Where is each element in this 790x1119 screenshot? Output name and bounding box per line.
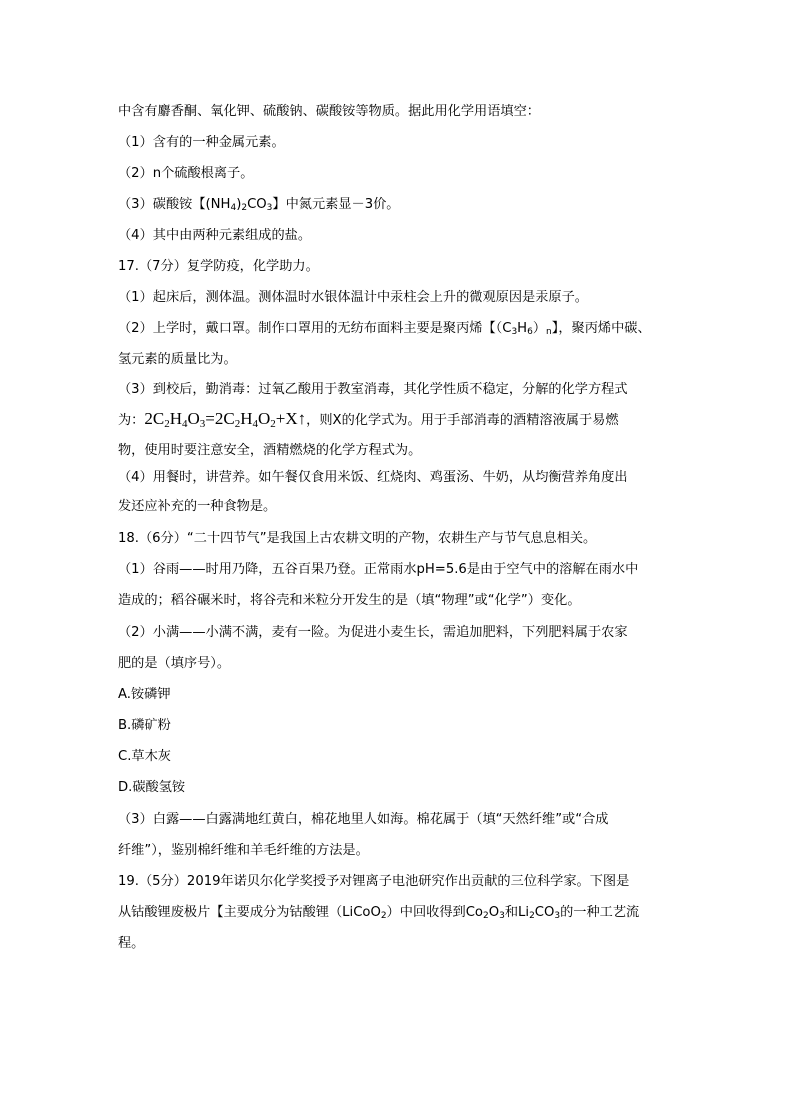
option-a: A.铵磷钾 [118,687,171,702]
text-line: 肥的是（填序号）。 [118,656,231,671]
text-line [118,196,678,217]
text-fragment: 2 [380,911,387,921]
equation-part: 2C [144,409,165,428]
equation-part: =2C [205,409,235,428]
question-heading: 17.（7分）复学防疫，化学助力。 [118,259,319,274]
text-fragment: 3 [511,327,518,337]
text-line: 氢元素的质量比为。 [118,352,237,367]
question-heading: 18.（6分）“二十四节气”是我国上古农耕文明的产物，农耕生产与节气息息相关。 [118,531,597,546]
option-d: D.碳酸氢铵 [118,780,186,795]
text-fragment: ） [532,321,547,336]
equation-sub: 4 [252,418,258,430]
text-fragment: 为： [118,413,145,428]
text-line: （1）起床后，测体温。测体温时水银体温计中汞柱会上升的微观原因是汞原子。 [118,290,588,305]
text-line: （3）白露——白露满地红黄白，棉花地里人如海。棉花属于（填“天然纤维”或“合成 [118,812,609,827]
text-line: 中含有麝香酮、氧化钾、硫酸钠、碳酸铵等物质。据此用化学用语填空： [118,104,540,119]
text-fragment: ）中回收得到Co [386,905,483,920]
text-fragment: H [517,321,528,336]
question-heading: 19.（5分）2019年诺贝尔化学奖授予对锂离子电池研究作出贡献的三位科学家。下图是 [118,874,630,889]
text-line: 发还应补充的一种食物是。 [118,499,277,514]
text-line: 程。 [118,936,145,951]
text-fragment: （2）上学时，戴口罩。制作口罩用的无纺布面料主要是聚丙烯【（C [118,321,512,336]
text-fragment: 2 [241,203,248,213]
text-fragment: 4 [230,203,237,213]
text-fragment: CO [247,197,267,212]
text-line: 造成的；稻谷碾米时，将谷壳和米粒分开发生的是（填“物理”或“化学”）变化。 [118,593,581,608]
equation-sub: 2 [164,418,170,430]
equation-sub: 3 [199,418,206,430]
text-line: （1）谷雨——时用乃降，五谷百果乃登。正常雨水pH=5.6是由于空气中的溶解在雨水中 [118,562,639,577]
text-fragment: 的一种工艺流 [560,905,640,920]
text-fragment: 3 [554,911,561,921]
text-fragment: 】中氮元素显－3价。 [272,197,400,212]
chemical-equation [144,409,306,428]
text-line [118,320,678,341]
text-line: （3）到校后，勤消毒：过氧乙酸用于教室消毒，其化学性质不稳定，分解的化学方程式 [118,382,628,397]
text-fragment: 】，聚丙烯中碳、 [551,321,651,336]
text-fragment: 2 [483,911,489,921]
text-line [118,904,678,925]
equation-line [118,410,678,433]
text-fragment: 和Li [504,905,530,920]
text-fragment: ，则X的化学式为。用于手部消毒的酒精溶液属于易燃 [306,413,619,428]
equation-sub: 2 [234,418,241,430]
text-fragment: ) [236,197,242,212]
equation-part: H [240,409,253,428]
equation-sub: 2 [270,418,276,430]
option-c: C.草木灰 [118,749,171,764]
equation-part: +X↑ [275,409,307,428]
text-fragment: O [488,905,500,920]
text-line: （4）用餐时，讲营养。如午餐仅食用米饭、红烧肉、鸡蛋汤、牛奶，从均衡营养角度出 [118,470,628,485]
equation-part: O [187,409,200,428]
text-fragment: 3 [499,911,505,921]
text-fragment: （3）碳酸铵【(NH [118,197,231,212]
equation-sub: 4 [182,418,188,430]
text-fragment: 6 [527,327,533,337]
equation-part: H [169,409,182,428]
text-line: （2）n个硫酸根离子。 [118,166,254,181]
text-fragment: 3 [266,203,273,213]
text-line: （4）其中由两种元素组成的盐。 [118,228,312,243]
text-fragment: 2 [529,911,535,921]
text-line: 物，使用时要注意安全，酒精燃烧的化学方程式为。 [118,443,422,458]
text-line: （2）小满——小满不满，麦有一险。为促进小麦生长，需追加肥料，下列肥料属于农家 [118,625,628,640]
text-line: 纤维”），鉴别棉纤维和羊毛纤维的方法是。 [118,843,369,858]
text-fragment: 从钴酸锂废极片【主要成分为钴酸锂（LiCoO [118,905,381,920]
text-line: （1）含有的一种金属元素。 [118,135,285,150]
equation-part: O [258,409,271,428]
text-fragment: CO [534,905,555,920]
text-fragment: n [546,327,552,337]
option-b: B.磷矿粉 [118,718,171,733]
